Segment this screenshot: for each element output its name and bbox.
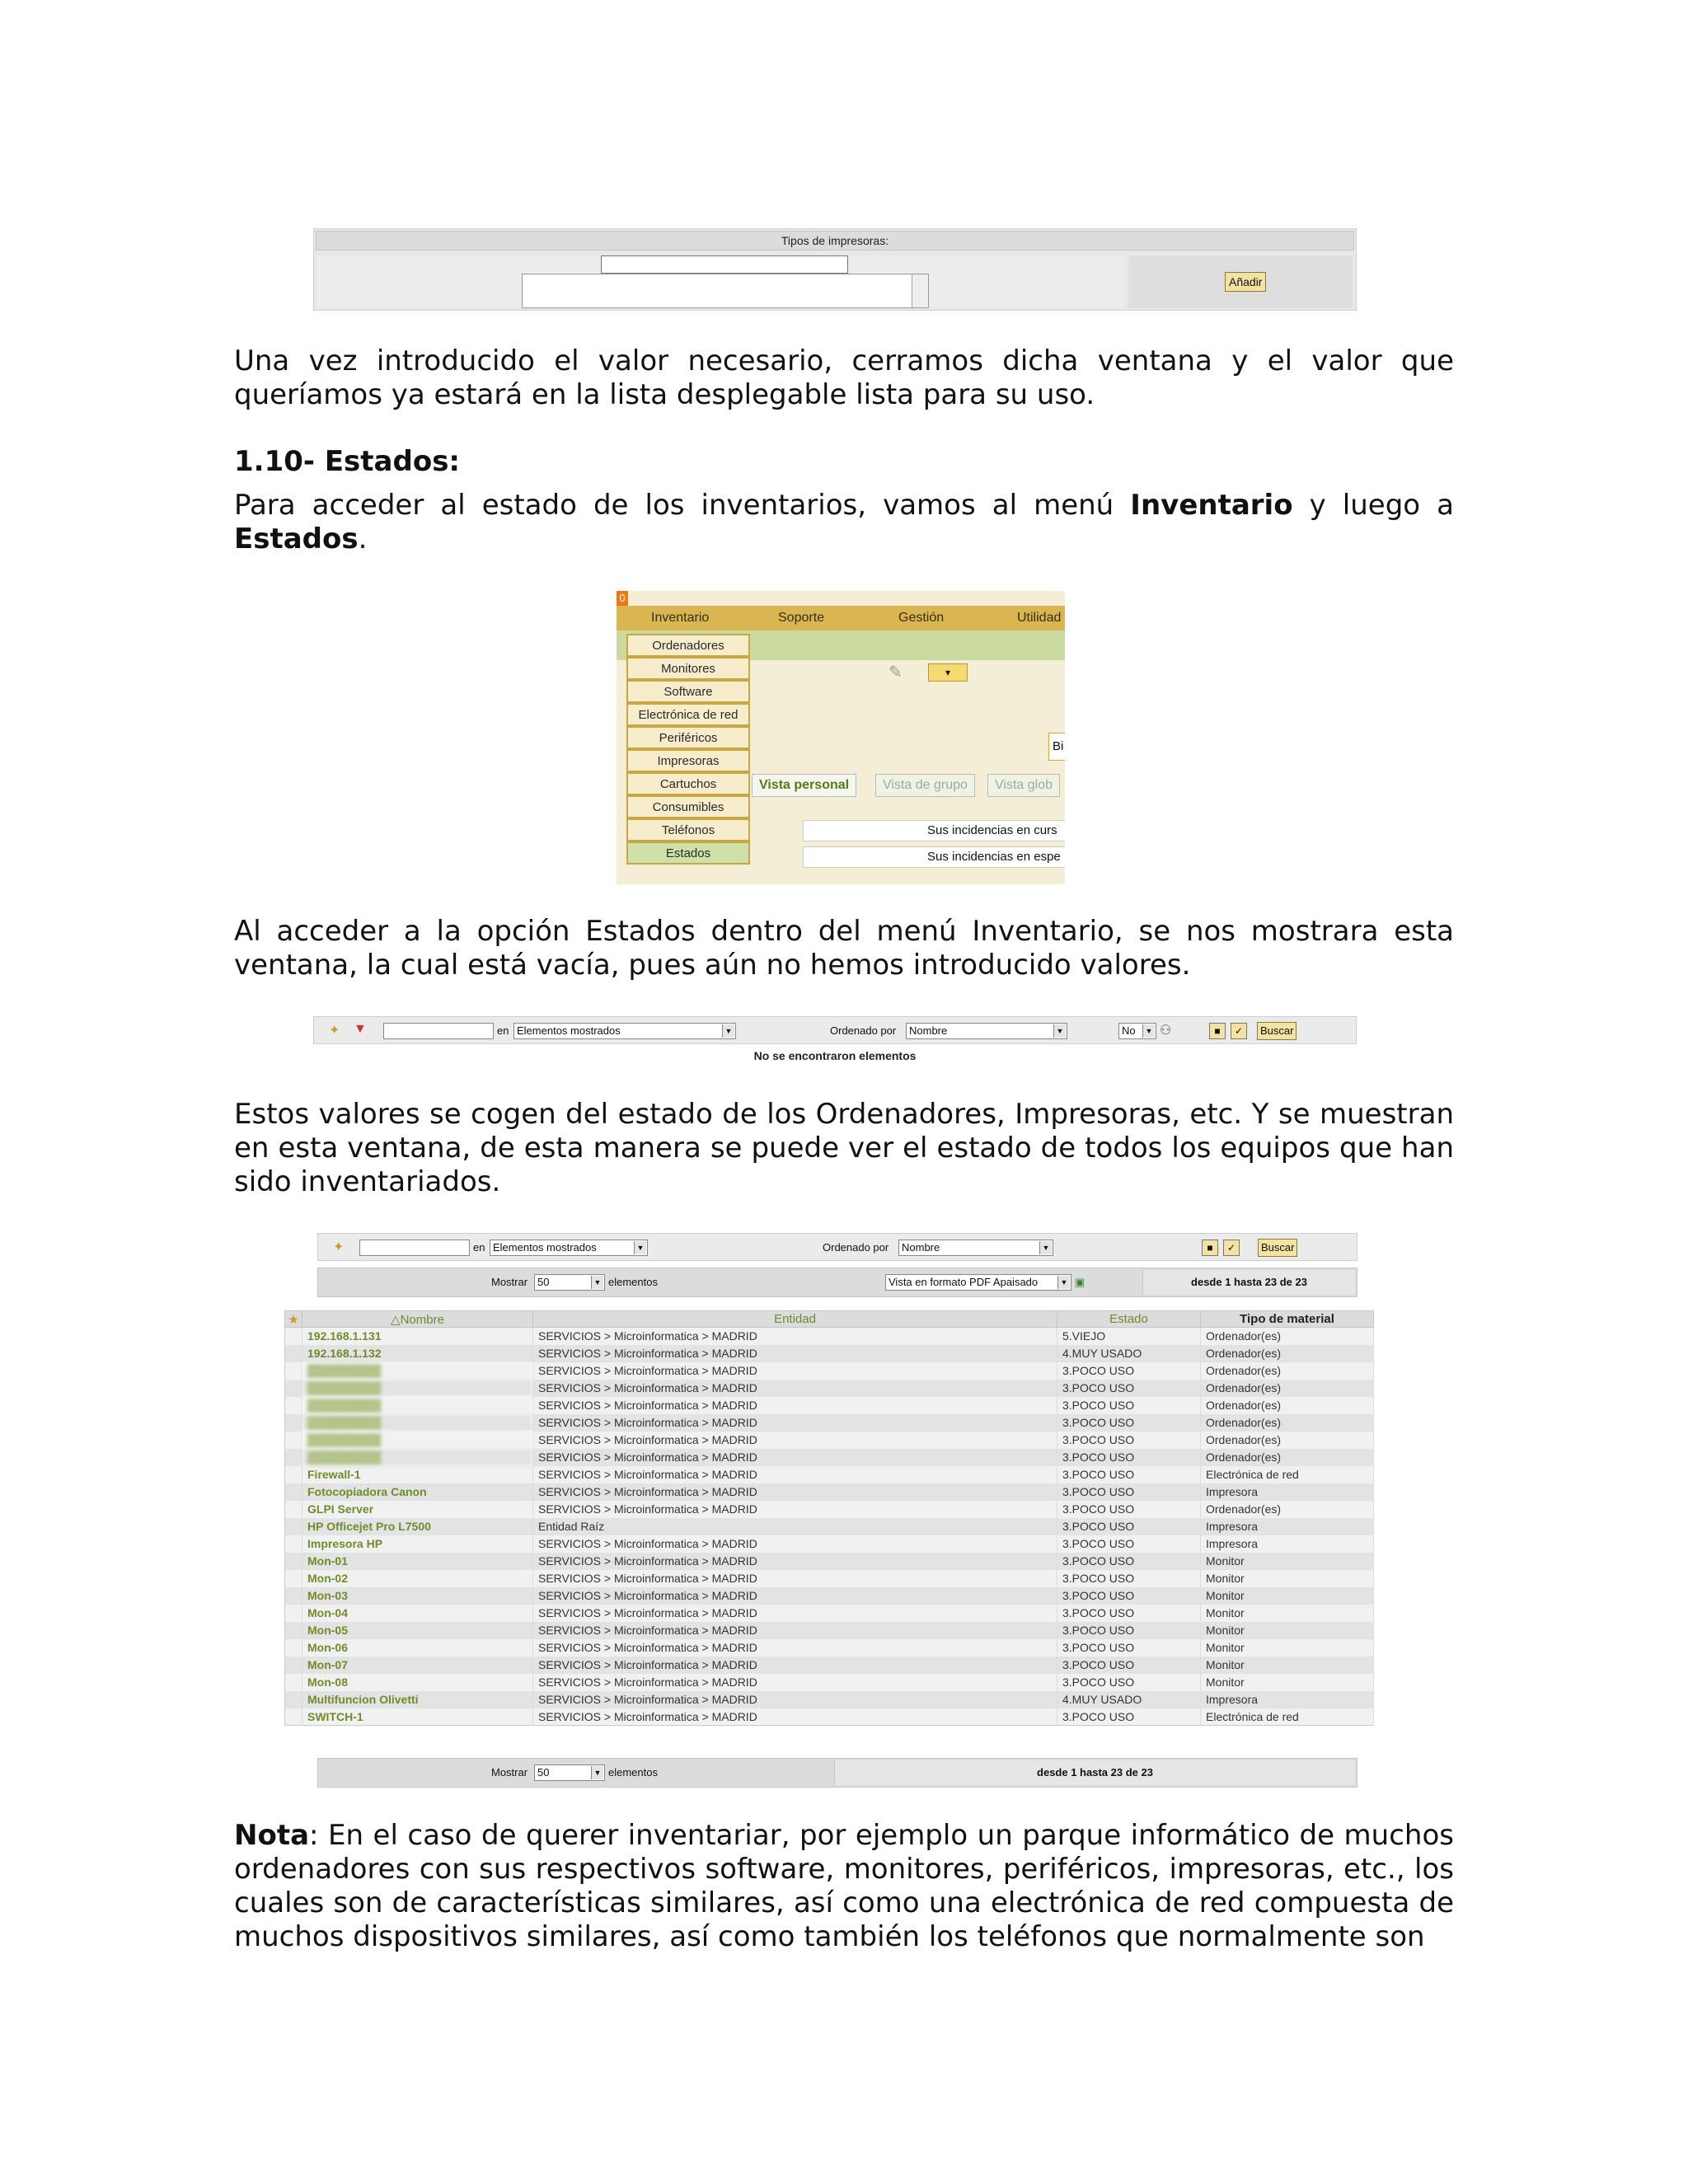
cell-entidad: SERVICIOS > Microinformatica > MADRID — [533, 1483, 1057, 1501]
order-label: Ordenado por — [823, 1241, 889, 1254]
row-checkbox-cell — [285, 1691, 302, 1708]
cell-entidad: Entidad Raíz — [533, 1518, 1057, 1535]
column-header-estado[interactable]: Estado — [1057, 1311, 1201, 1328]
chevron-down-icon: ▼ — [1142, 1024, 1155, 1038]
cell-nombre[interactable]: GLPI Server — [302, 1501, 533, 1518]
cell-tipo: Impresora — [1201, 1535, 1374, 1553]
bold-inventario: Inventario — [1130, 489, 1293, 522]
cell-nombre[interactable]: Mon-04 — [302, 1605, 533, 1622]
table-row[interactable] — [285, 1328, 1374, 1345]
chevron-down-icon: ▼ — [1053, 1024, 1066, 1038]
pencil-icon[interactable]: ✎ — [889, 663, 903, 682]
cell-nombre[interactable]: Mon-02 — [302, 1570, 533, 1587]
printer-types-header: Tipos de impresoras: — [316, 231, 1354, 251]
scope-value: Elementos mostrados — [517, 1024, 621, 1037]
table-row[interactable] — [285, 1518, 1374, 1535]
cell-tipo: Monitor — [1201, 1605, 1374, 1622]
cell-estado: 3.POCO USO — [1057, 1622, 1201, 1639]
cell-entidad: SERVICIOS > Microinformatica > MADRID — [533, 1570, 1057, 1587]
search-bar-empty — [313, 1016, 1357, 1044]
elements-label: elementos — [608, 1766, 658, 1779]
incidents-waiting-row[interactable]: Sus incidencias en espe — [803, 846, 1065, 868]
section-heading-estados: 1.10- Estados: — [234, 445, 461, 478]
cell-estado: 4.MUY USADO — [1057, 1691, 1201, 1708]
cell-entidad: SERVICIOS > Microinformatica > MADRID — [533, 1362, 1057, 1380]
calendar-icon[interactable]: ▾ — [928, 663, 968, 682]
add-icon[interactable]: ✦ — [329, 1024, 340, 1038]
cell-nombre[interactable]: Mon-03 — [302, 1587, 533, 1605]
table-row[interactable] — [285, 1501, 1374, 1518]
menu-gestion[interactable]: Gestión — [898, 611, 945, 625]
direction-select[interactable] — [1118, 1023, 1156, 1039]
cell-entidad: SERVICIOS > Microinformatica > MADRID — [533, 1432, 1057, 1449]
inventory-menu-screenshot — [617, 591, 1065, 884]
bold-nota: Nota — [234, 1819, 310, 1852]
check-all-icon[interactable]: ✓ — [1231, 1023, 1247, 1039]
cell-estado: 3.POCO USO — [1057, 1432, 1201, 1449]
menu-item-telefonos[interactable]: Teléfonos — [626, 818, 750, 841]
chevron-down-icon: ▼ — [591, 1766, 603, 1779]
table-row[interactable] — [285, 1657, 1374, 1674]
cell-nombre[interactable]: █████████ — [302, 1414, 533, 1432]
cell-estado: 3.POCO USO — [1057, 1449, 1201, 1466]
column-header-nombre[interactable]: △Nombre — [302, 1311, 533, 1328]
cell-tipo: Impresora — [1201, 1518, 1374, 1535]
menu-item-estados[interactable]: Estados — [626, 841, 750, 865]
chevron-down-icon: ▼ — [722, 1024, 734, 1038]
scope-select[interactable] — [513, 1023, 736, 1039]
filter-icon[interactable]: ▼ — [354, 1022, 367, 1036]
cell-entidad: SERVICIOS > Microinformatica > MADRID — [533, 1587, 1057, 1605]
cell-estado: 3.POCO USO — [1057, 1501, 1201, 1518]
pager-top — [317, 1268, 1357, 1297]
menu-soporte[interactable]: Soporte — [778, 611, 825, 625]
cell-nombre[interactable]: 192.168.1.131 — [302, 1328, 533, 1345]
show-count-value: 50 — [537, 1766, 550, 1779]
cell-tipo: Ordenador(es) — [1201, 1345, 1374, 1362]
cell-entidad: SERVICIOS > Microinformatica > MADRID — [533, 1622, 1057, 1639]
table-row[interactable] — [285, 1466, 1374, 1483]
row-checkbox-cell — [285, 1587, 302, 1605]
cell-tipo: Monitor — [1201, 1553, 1374, 1570]
table-row[interactable] — [285, 1397, 1374, 1414]
cell-estado: 3.POCO USO — [1057, 1397, 1201, 1414]
cell-tipo: Monitor — [1201, 1639, 1374, 1657]
cell-estado: 4.MUY USADO — [1057, 1345, 1201, 1362]
cell-estado: 3.POCO USO — [1057, 1483, 1201, 1501]
cell-estado: 3.POCO USO — [1057, 1657, 1201, 1674]
cell-nombre[interactable]: Mon-06 — [302, 1639, 533, 1657]
row-checkbox-cell — [285, 1605, 302, 1622]
menu-item-monitores[interactable]: Monitores — [626, 657, 750, 680]
cell-estado: 3.POCO USO — [1057, 1605, 1201, 1622]
show-label: Mostrar — [491, 1766, 528, 1779]
cell-tipo: Ordenador(es) — [1201, 1414, 1374, 1432]
show-count-value: 50 — [537, 1276, 550, 1288]
menu-item-software[interactable]: Software — [626, 680, 750, 703]
order-value: Nombre — [902, 1241, 940, 1254]
table-row[interactable] — [285, 1535, 1374, 1553]
tab-vista-global[interactable]: Vista glob — [987, 774, 1060, 797]
paragraph-access-states — [234, 489, 1454, 556]
cell-nombre[interactable]: Mon-08 — [302, 1674, 533, 1691]
direction-value: No — [1122, 1024, 1136, 1037]
cell-tipo: Ordenador(es) — [1201, 1328, 1374, 1345]
cell-nombre[interactable]: 192.168.1.132 — [302, 1345, 533, 1362]
table-body — [285, 1328, 1374, 1726]
cell-entidad: SERVICIOS > Microinformatica > MADRID — [533, 1328, 1057, 1345]
text-part: y luego a — [1292, 489, 1454, 522]
order-select[interactable] — [906, 1023, 1067, 1039]
uncheck-all-icon[interactable]: ■ — [1209, 1023, 1226, 1039]
column-header-entidad[interactable]: Entidad — [533, 1311, 1057, 1328]
order-label: Ordenado por — [830, 1024, 897, 1037]
search-button[interactable]: Buscar — [1258, 1239, 1297, 1257]
pager-bottom — [317, 1758, 1357, 1788]
people-icon[interactable]: ⚇ — [1160, 1024, 1172, 1038]
cell-tipo: Electrónica de red — [1201, 1708, 1374, 1726]
paragraph-value-entered: Una vez introducido el valor necesario, cerramos dicha ventana y el valor que queríamos ya estará en la lista desplegable lista para su uso. — [234, 344, 1454, 411]
cell-tipo: Monitor — [1201, 1674, 1374, 1691]
table-row[interactable] — [285, 1553, 1374, 1570]
show-label: Mostrar — [491, 1276, 528, 1288]
cell-entidad: SERVICIOS > Microinformatica > MADRID — [533, 1657, 1057, 1674]
note-text: : En el caso de querer inventariar, por ejemplo un parque informático de muchos ordenadores con sus respectivos software, monitores, periféricos, impresoras, etc., los cuales son de características similares, así como una electrónica de red compuesta de muchos dispositivos similares, así como también los teléfonos que normalmente son — [234, 1819, 1454, 1953]
table-row[interactable] — [285, 1362, 1374, 1380]
table-row[interactable] — [285, 1345, 1374, 1362]
table-row[interactable] — [285, 1570, 1374, 1587]
row-checkbox-cell — [285, 1518, 302, 1535]
row-checkbox-cell — [285, 1397, 302, 1414]
cell-tipo: Monitor — [1201, 1622, 1374, 1639]
side-label[interactable]: Bi — [1048, 733, 1065, 761]
row-checkbox-cell — [285, 1345, 302, 1362]
table-row[interactable] — [285, 1674, 1374, 1691]
cell-entidad: SERVICIOS > Microinformatica > MADRID — [533, 1674, 1057, 1691]
table-header-row — [285, 1311, 1374, 1328]
paragraph-note — [234, 1819, 1454, 1954]
top-menu-bar — [617, 606, 1065, 630]
menu-item-ordenadores[interactable]: Ordenadores — [626, 634, 750, 657]
cell-estado: 3.POCO USO — [1057, 1362, 1201, 1380]
cell-entidad: SERVICIOS > Microinformatica > MADRID — [533, 1708, 1057, 1726]
cell-estado: 3.POCO USO — [1057, 1570, 1201, 1587]
states-table — [284, 1310, 1374, 1726]
cell-nombre[interactable]: █████████ — [302, 1380, 533, 1397]
search-input[interactable] — [359, 1240, 470, 1256]
text-part: . — [358, 523, 368, 555]
menu-item-impresoras[interactable]: Impresoras — [626, 749, 750, 772]
cell-entidad: SERVICIOS > Microinformatica > MADRID — [533, 1639, 1057, 1657]
chevron-down-icon: ▼ — [591, 1276, 603, 1289]
en-label: en — [473, 1241, 485, 1254]
cell-estado: 3.POCO USO — [1057, 1639, 1201, 1657]
range-label: desde 1 hasta 23 de 23 — [1142, 1270, 1355, 1295]
menu-utilidades[interactable]: Utilidad — [1017, 611, 1062, 625]
table-row[interactable] — [285, 1483, 1374, 1501]
badge: 0 — [617, 591, 628, 606]
cell-nombre[interactable]: █████████ — [302, 1362, 533, 1380]
cell-entidad: SERVICIOS > Microinformatica > MADRID — [533, 1466, 1057, 1483]
cell-tipo: Impresora — [1201, 1691, 1374, 1708]
show-count-select[interactable] — [534, 1765, 605, 1781]
cell-estado: 3.POCO USO — [1057, 1414, 1201, 1432]
cell-nombre[interactable]: HP Officejet Pro L7500 — [302, 1518, 533, 1535]
cell-nombre[interactable]: Fotocopiadora Canon — [302, 1483, 533, 1501]
textarea-scrollbar[interactable] — [912, 274, 928, 307]
chevron-down-icon: ▼ — [1039, 1241, 1052, 1254]
row-checkbox-cell — [285, 1553, 302, 1570]
menu-item-perifericos[interactable]: Periféricos — [626, 726, 750, 749]
elements-label: elementos — [608, 1276, 658, 1288]
search-button[interactable]: Buscar — [1257, 1022, 1296, 1040]
cell-tipo: Monitor — [1201, 1570, 1374, 1587]
menu-item-consumibles[interactable]: Consumibles — [626, 795, 750, 818]
inventory-dropdown — [626, 634, 750, 865]
export-select[interactable] — [885, 1274, 1071, 1291]
incidents-in-progress-row[interactable]: Sus incidencias en curs — [803, 820, 1065, 841]
row-checkbox-cell — [285, 1328, 302, 1345]
cell-tipo: Ordenador(es) — [1201, 1432, 1374, 1449]
table-row[interactable] — [285, 1708, 1374, 1726]
printer-types-dialog — [313, 228, 1357, 311]
uncheck-all-icon[interactable]: ■ — [1202, 1240, 1218, 1256]
export-icon[interactable]: ▣ — [1075, 1276, 1085, 1288]
row-checkbox-cell — [285, 1432, 302, 1449]
cell-nombre[interactable]: Multifuncion Olivetti — [302, 1691, 533, 1708]
table-row[interactable] — [285, 1414, 1374, 1432]
cell-nombre[interactable]: █████████ — [302, 1432, 533, 1449]
table-row[interactable] — [285, 1587, 1374, 1605]
cell-tipo: Ordenador(es) — [1201, 1362, 1374, 1380]
cell-estado: 5.VIEJO — [1057, 1328, 1201, 1345]
cell-estado: 3.POCO USO — [1057, 1380, 1201, 1397]
cell-nombre[interactable]: Mon-07 — [302, 1657, 533, 1674]
row-checkbox-cell — [285, 1674, 302, 1691]
row-checkbox-cell — [285, 1501, 302, 1518]
row-checkbox-cell — [285, 1362, 302, 1380]
cell-estado: 3.POCO USO — [1057, 1708, 1201, 1726]
cell-tipo: Ordenador(es) — [1201, 1380, 1374, 1397]
cell-entidad: SERVICIOS > Microinformatica > MADRID — [533, 1605, 1057, 1622]
tab-vista-grupo[interactable]: Vista de grupo — [875, 774, 975, 797]
bold-estados: Estados — [234, 523, 359, 555]
column-header-tipo[interactable]: Tipo de material — [1201, 1311, 1374, 1328]
row-checkbox-cell — [285, 1466, 302, 1483]
cell-entidad: SERVICIOS > Microinformatica > MADRID — [533, 1449, 1057, 1466]
search-bar — [317, 1233, 1357, 1261]
add-icon[interactable]: ✦ — [333, 1240, 345, 1254]
cell-tipo: Electrónica de red — [1201, 1466, 1374, 1483]
paragraph-values-source: Estos valores se cogen del estado de los Ordenadores, Impresoras, etc. Y se muestran en esta ventana, de esta manera se puede ver el estado de todos los equipos que han sido inventariados. — [234, 1098, 1454, 1198]
printer-type-textarea[interactable] — [522, 274, 929, 308]
table-row[interactable] — [285, 1691, 1374, 1708]
menu-item-electronica-red[interactable]: Electrónica de red — [626, 703, 750, 726]
check-all-icon[interactable]: ✓ — [1223, 1240, 1240, 1256]
cell-tipo: Ordenador(es) — [1201, 1397, 1374, 1414]
cell-tipo: Monitor — [1201, 1657, 1374, 1674]
table-row[interactable] — [285, 1605, 1374, 1622]
add-button[interactable]: Añadir — [1225, 272, 1266, 292]
scope-value: Elementos mostrados — [493, 1241, 597, 1254]
scope-select[interactable] — [490, 1240, 648, 1256]
no-elements-message: No se encontraron elementos — [753, 1049, 917, 1062]
export-value: Vista en formato PDF Apaisado — [889, 1276, 1039, 1288]
cell-entidad: SERVICIOS > Microinformatica > MADRID — [533, 1345, 1057, 1362]
cell-estado: 3.POCO USO — [1057, 1535, 1201, 1553]
table-row[interactable] — [285, 1449, 1374, 1466]
cell-entidad: SERVICIOS > Microinformatica > MADRID — [533, 1691, 1057, 1708]
cell-entidad: SERVICIOS > Microinformatica > MADRID — [533, 1553, 1057, 1570]
row-checkbox-cell — [285, 1380, 302, 1397]
cell-tipo: Impresora — [1201, 1483, 1374, 1501]
row-checkbox-cell — [285, 1657, 302, 1674]
cell-nombre[interactable]: █████████ — [302, 1449, 533, 1466]
cell-entidad: SERVICIOS > Microinformatica > MADRID — [533, 1380, 1057, 1397]
tab-vista-personal[interactable]: Vista personal — [752, 774, 856, 797]
row-checkbox-cell — [285, 1483, 302, 1501]
table-row[interactable] — [285, 1380, 1374, 1397]
text-part: Para acceder al estado de los inventarios, vamos al menú — [234, 489, 1131, 522]
cell-nombre[interactable]: Impresora HP — [302, 1535, 533, 1553]
cell-nombre[interactable]: Mon-01 — [302, 1553, 533, 1570]
table-row[interactable] — [285, 1639, 1374, 1657]
cell-entidad: SERVICIOS > Microinformatica > MADRID — [533, 1535, 1057, 1553]
row-checkbox-cell — [285, 1639, 302, 1657]
cell-nombre[interactable]: SWITCH-1 — [302, 1708, 533, 1726]
row-checkbox-cell — [285, 1708, 302, 1726]
cell-tipo: Monitor — [1201, 1587, 1374, 1605]
cell-entidad: SERVICIOS > Microinformatica > MADRID — [533, 1414, 1057, 1432]
table-row[interactable] — [285, 1622, 1374, 1639]
cell-entidad: SERVICIOS > Microinformatica > MADRID — [533, 1397, 1057, 1414]
row-checkbox-cell — [285, 1535, 302, 1553]
cell-estado: 3.POCO USO — [1057, 1587, 1201, 1605]
paragraph-empty-window: Al acceder a la opción Estados dentro del menú Inventario, se nos mostrara esta ventana, la cual está vacía, pues aún no hemos introducido valores. — [234, 915, 1454, 982]
cell-nombre[interactable]: Mon-05 — [302, 1622, 533, 1639]
show-count-select[interactable] — [534, 1274, 605, 1291]
cell-entidad: SERVICIOS > Microinformatica > MADRID — [533, 1501, 1057, 1518]
cell-tipo: Ordenador(es) — [1201, 1501, 1374, 1518]
cell-nombre[interactable]: █████████ — [302, 1397, 533, 1414]
order-select[interactable] — [898, 1240, 1053, 1256]
cell-estado: 3.POCO USO — [1057, 1674, 1201, 1691]
cell-tipo: Ordenador(es) — [1201, 1449, 1374, 1466]
table-row[interactable] — [285, 1432, 1374, 1449]
chevron-down-icon: ▼ — [1057, 1276, 1070, 1289]
range-label: desde 1 hasta 23 de 23 — [834, 1760, 1355, 1785]
order-value: Nombre — [909, 1024, 948, 1037]
en-label: en — [497, 1024, 509, 1037]
row-checkbox-cell — [285, 1570, 302, 1587]
menu-inventario[interactable]: Inventario — [651, 611, 710, 625]
row-checkbox-cell — [285, 1622, 302, 1639]
printer-type-input[interactable] — [601, 255, 848, 274]
row-checkbox-cell — [285, 1414, 302, 1432]
chevron-down-icon: ▼ — [634, 1241, 646, 1254]
star-icon[interactable]: ★ — [285, 1311, 302, 1328]
cell-estado: 3.POCO USO — [1057, 1553, 1201, 1570]
search-input[interactable] — [383, 1023, 494, 1039]
cell-estado: 3.POCO USO — [1057, 1466, 1201, 1483]
cell-estado: 3.POCO USO — [1057, 1518, 1201, 1535]
menu-item-cartuchos[interactable]: Cartuchos — [626, 772, 750, 795]
cell-nombre[interactable]: Firewall-1 — [302, 1466, 533, 1483]
row-checkbox-cell — [285, 1449, 302, 1466]
